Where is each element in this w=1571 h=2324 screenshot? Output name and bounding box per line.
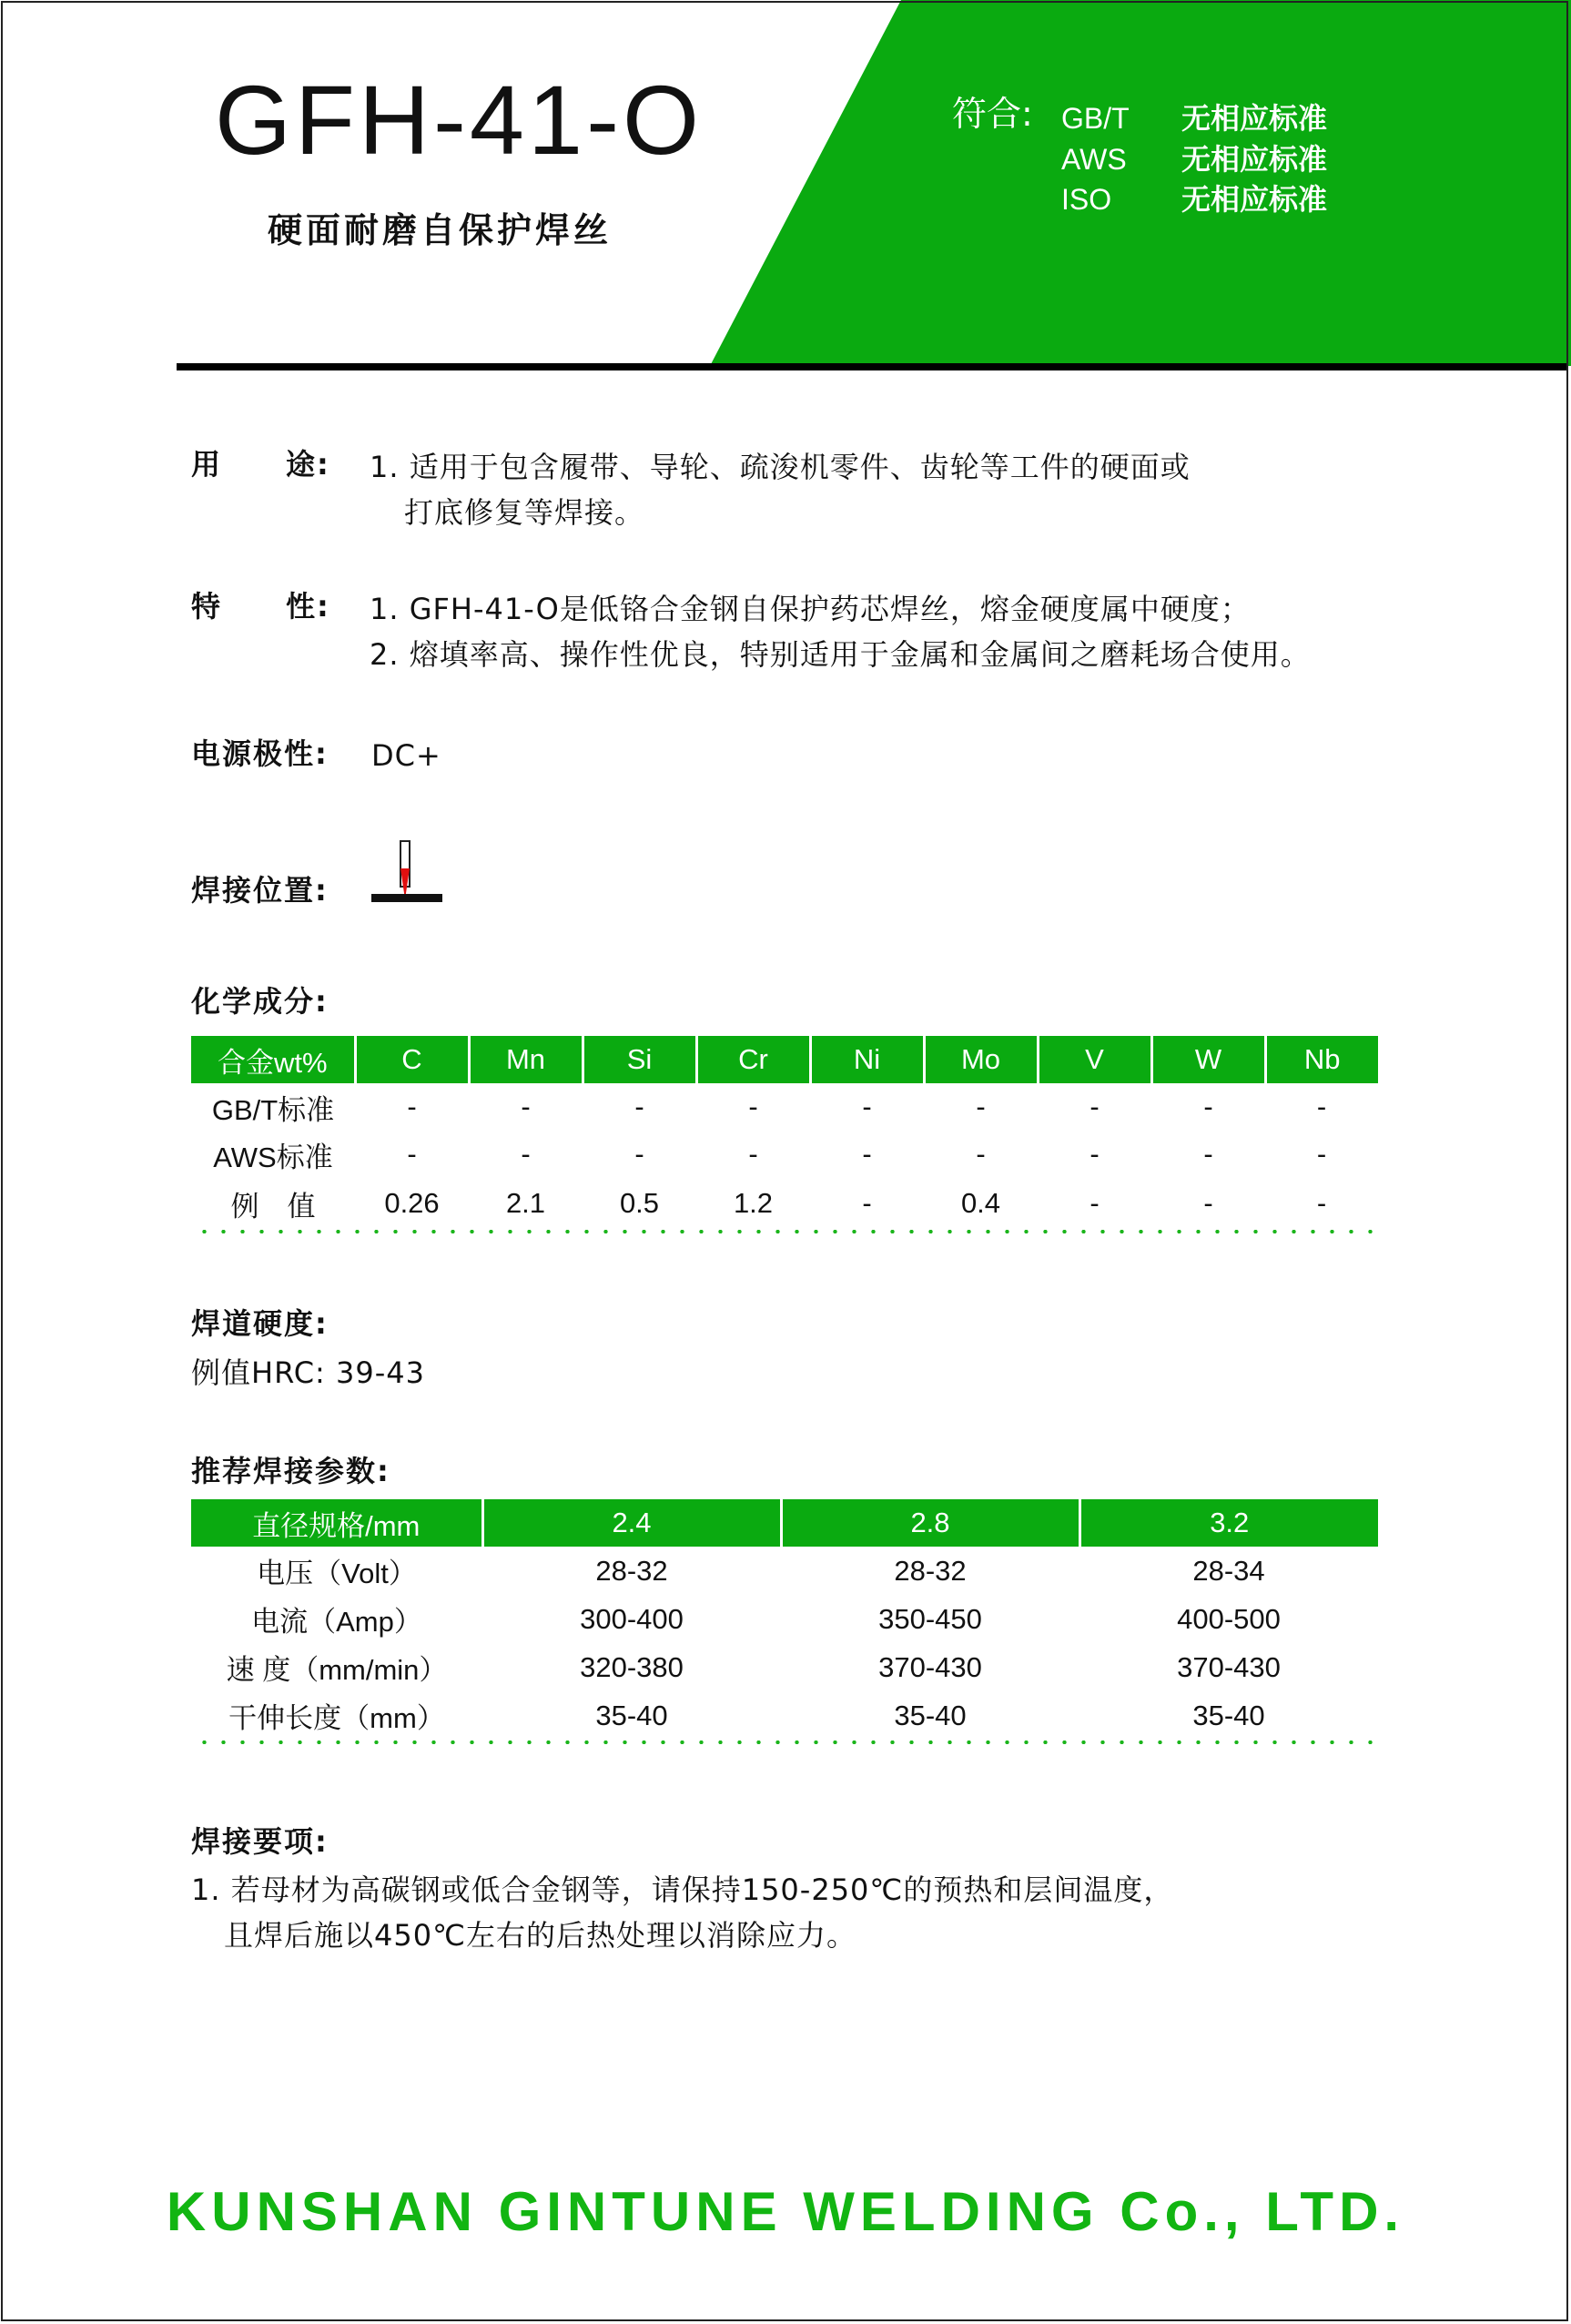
table-cell: 0.26: [384, 1187, 440, 1219]
table-cell: -: [748, 1138, 758, 1170]
standard-value-aws: 无相应标准: [1181, 142, 1328, 177]
features-label-a: 特: [191, 589, 223, 624]
features-label-b: 性:: [286, 589, 330, 624]
table-cell: -: [634, 1091, 644, 1122]
params-header-2-8: 2.8: [781, 1499, 1079, 1547]
hardness-value: 例值HRC: 39-43: [191, 1355, 425, 1390]
standard-name-gbt: GB/T: [1061, 102, 1130, 135]
page-border: [1, 1, 1568, 2321]
standard-value-iso: 无相应标准: [1181, 182, 1328, 217]
standard-name-aws: AWS: [1061, 143, 1127, 176]
params-header-3-2: 3.2: [1079, 1499, 1378, 1547]
chemistry-header-ni: Ni: [810, 1036, 924, 1083]
product-title: GFH-41-O: [215, 65, 704, 175]
polarity-value: DC+: [371, 738, 441, 773]
company-footer: KUNSHAN GINTUNE WELDING Co., LTD.: [166, 2181, 1405, 2242]
table-cell: 28-32: [595, 1554, 668, 1587]
polarity-label: 电源极性:: [191, 736, 329, 771]
usage-line-2: 打底修复等焊接。: [404, 495, 645, 530]
table-cell: -: [862, 1138, 872, 1170]
position-label: 焊接位置:: [191, 873, 329, 908]
params-label: 推荐焊接参数:: [191, 1454, 390, 1488]
chemistry-header-mo: Mo: [924, 1036, 1038, 1083]
table-cell: 速 度（mm/min）: [226, 1654, 448, 1686]
table-cell: -: [407, 1091, 417, 1122]
chemistry-header-nb: Nb: [1265, 1036, 1378, 1083]
notes-label: 焊接要项:: [191, 1824, 329, 1859]
chemistry-header-si: Si: [583, 1036, 696, 1083]
comply-label: 符合:: [952, 94, 1033, 134]
table-cell: 35-40: [1192, 1699, 1265, 1731]
table-cell: 2.1: [505, 1187, 546, 1219]
table-cell: -: [862, 1091, 872, 1122]
table-cell: 电压（Volt）: [257, 1558, 417, 1589]
chemistry-header-v: V: [1038, 1036, 1151, 1083]
table-cell: -: [1090, 1091, 1100, 1122]
table-cell: 35-40: [894, 1699, 967, 1731]
table-cell: 干伸长度（mm）: [228, 1702, 445, 1734]
params-header-2-4: 2.4: [482, 1499, 781, 1547]
table-cell: -: [1316, 1138, 1327, 1170]
chemistry-header-c: C: [355, 1036, 469, 1083]
notes-line-2: 且焊后施以450℃左右的后热处理以消除应力。: [224, 1918, 857, 1953]
table-cell: -: [1090, 1187, 1100, 1219]
table-cell: 例 值: [230, 1190, 316, 1223]
product-subtitle: 硬面耐磨自保护焊丝: [268, 210, 613, 250]
table-cell: -: [1316, 1091, 1327, 1122]
table-cell: -: [634, 1138, 644, 1170]
chemistry-header-cr: Cr: [696, 1036, 810, 1083]
table-cell: 28-32: [894, 1554, 967, 1587]
table-cell: 320-380: [580, 1650, 684, 1683]
notes-line-1: 1. 若母材为高碳钢或低合金钢等，请保持150-250℃的预热和层间温度，: [191, 1872, 1174, 1907]
standard-value-gbt: 无相应标准: [1181, 101, 1328, 136]
table-cell: 370-430: [878, 1650, 982, 1683]
table-cell: -: [407, 1138, 417, 1170]
chemistry-header-mn: Mn: [469, 1036, 583, 1083]
table-cell: 370-430: [1177, 1650, 1281, 1683]
table-cell: -: [862, 1187, 872, 1219]
table-cell: 35-40: [595, 1699, 668, 1731]
features-line-1: 1. GFH-41-O是低铬合金钢自保护药芯焊丝，熔金硬度属中硬度；: [370, 592, 1251, 626]
standard-name-iso: ISO: [1061, 183, 1112, 216]
table-cell: GB/T标准: [211, 1093, 335, 1126]
usage-line-1: 1. 适用于包含履带、导轮、疏浚机零件、齿轮等工件的硬面或: [370, 450, 1191, 484]
table-cell: -: [1090, 1138, 1100, 1170]
table-cell: -: [976, 1138, 986, 1170]
table-cell: 28-34: [1192, 1554, 1265, 1587]
table-cell: AWS标准: [213, 1141, 333, 1173]
hardness-label: 焊道硬度:: [191, 1306, 329, 1341]
table-cell: -: [1316, 1187, 1327, 1219]
table-cell: 300-400: [580, 1602, 684, 1635]
table-cell: -: [521, 1091, 531, 1122]
table-cell: 400-500: [1177, 1602, 1281, 1635]
chemistry-header-w: W: [1151, 1036, 1265, 1083]
table-cell: -: [976, 1091, 986, 1122]
table-cell: -: [521, 1138, 531, 1170]
table-cell: -: [748, 1091, 758, 1122]
usage-label-a: 用: [191, 447, 223, 482]
table-cell: -: [1203, 1138, 1213, 1170]
table-cell: -: [1203, 1091, 1213, 1122]
chemistry-label: 化学成分:: [191, 984, 329, 1019]
features-line-2: 2. 熔填率高、操作性优良，特别适用于金属和金属间之磨耗场合使用。: [370, 637, 1311, 672]
table-cell: 0.4: [960, 1187, 1001, 1219]
params-header-diameter: 直径规格/mm: [191, 1499, 482, 1547]
table-cell: 1.2: [733, 1187, 774, 1219]
table-cell: 0.5: [619, 1187, 660, 1219]
usage-label-b: 途:: [286, 447, 330, 482]
table-cell: -: [1203, 1187, 1213, 1219]
table-cell: 350-450: [878, 1602, 982, 1635]
table-cell: 电流（Amp）: [251, 1606, 422, 1638]
chemistry-header-alloy: 合金wt%: [191, 1036, 355, 1083]
